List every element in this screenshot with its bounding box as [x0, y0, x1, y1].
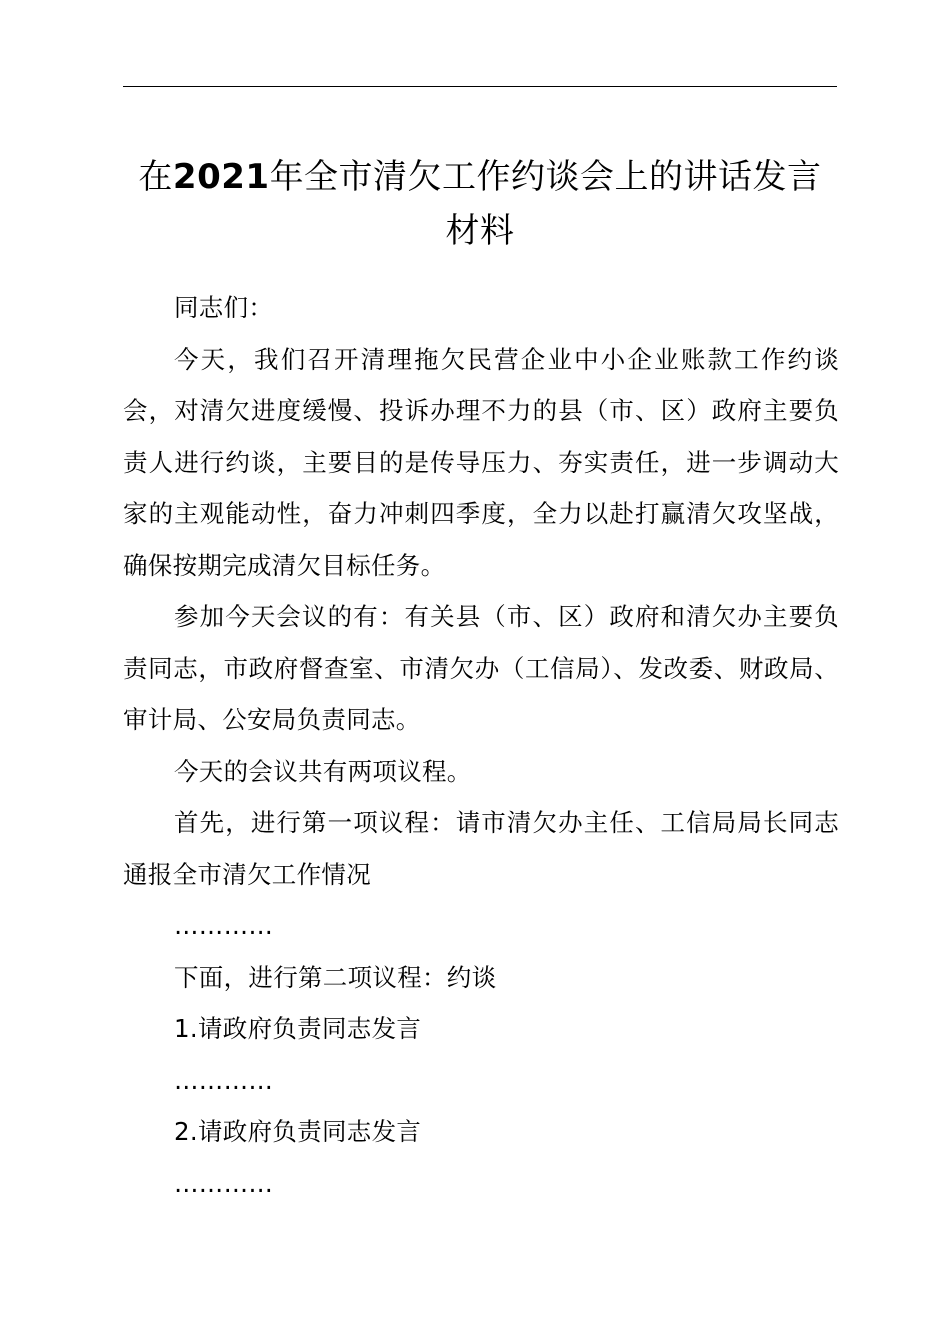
ellipsis-1: ………… [174, 911, 274, 940]
paragraph-agenda: 今天的会议共有两项议程。 [174, 756, 472, 786]
ellipsis-3: ………… [174, 1168, 274, 1198]
salutation: 同志们： [174, 293, 274, 322]
document-title [123, 150, 837, 258]
paragraph-item-one: 首先，进行第一项议程：请市清欠办主任、工信局局长同志通报全市清欠工作情况 [123, 808, 839, 889]
speaker-2: 2.请政府负责同志发言 [174, 1117, 422, 1146]
title-year: 2021 [172, 157, 270, 197]
paragraph-item-two: 下面，进行第二项议程：约谈 [174, 962, 497, 992]
paragraph-intro: 今天，我们召开清理拖欠民营企业中小企业账款工作约谈会，对清欠进度缓慢、投诉办理不力的县（市、区）政府主要负责人进行约谈，主要目的是传导压力、夯实责任，进一步调动大家的主观能动性，奋力冲刺四季度，全力以赴打赢清欠攻坚战，确保按期完成清欠目标任务。 [123, 344, 839, 580]
title-line-2: 材料 [445, 211, 515, 251]
speaker-1: 1.请政府负责同志发言 [174, 1014, 422, 1043]
title-prefix: 在 [138, 157, 173, 197]
header-rule [123, 86, 837, 87]
paragraph-attendees: 参加今天会议的有：有关县（市、区）政府和清欠办主要负责同志，市政府督查室、市清欠办（工信局）、发改委、财政局、审计局、公安局负责同志。 [123, 602, 839, 734]
ellipsis-2: ………… [174, 1065, 274, 1095]
document-body [123, 282, 839, 1209]
title-suffix: 年全市清欠工作约谈会上的讲话发言 [269, 157, 822, 197]
